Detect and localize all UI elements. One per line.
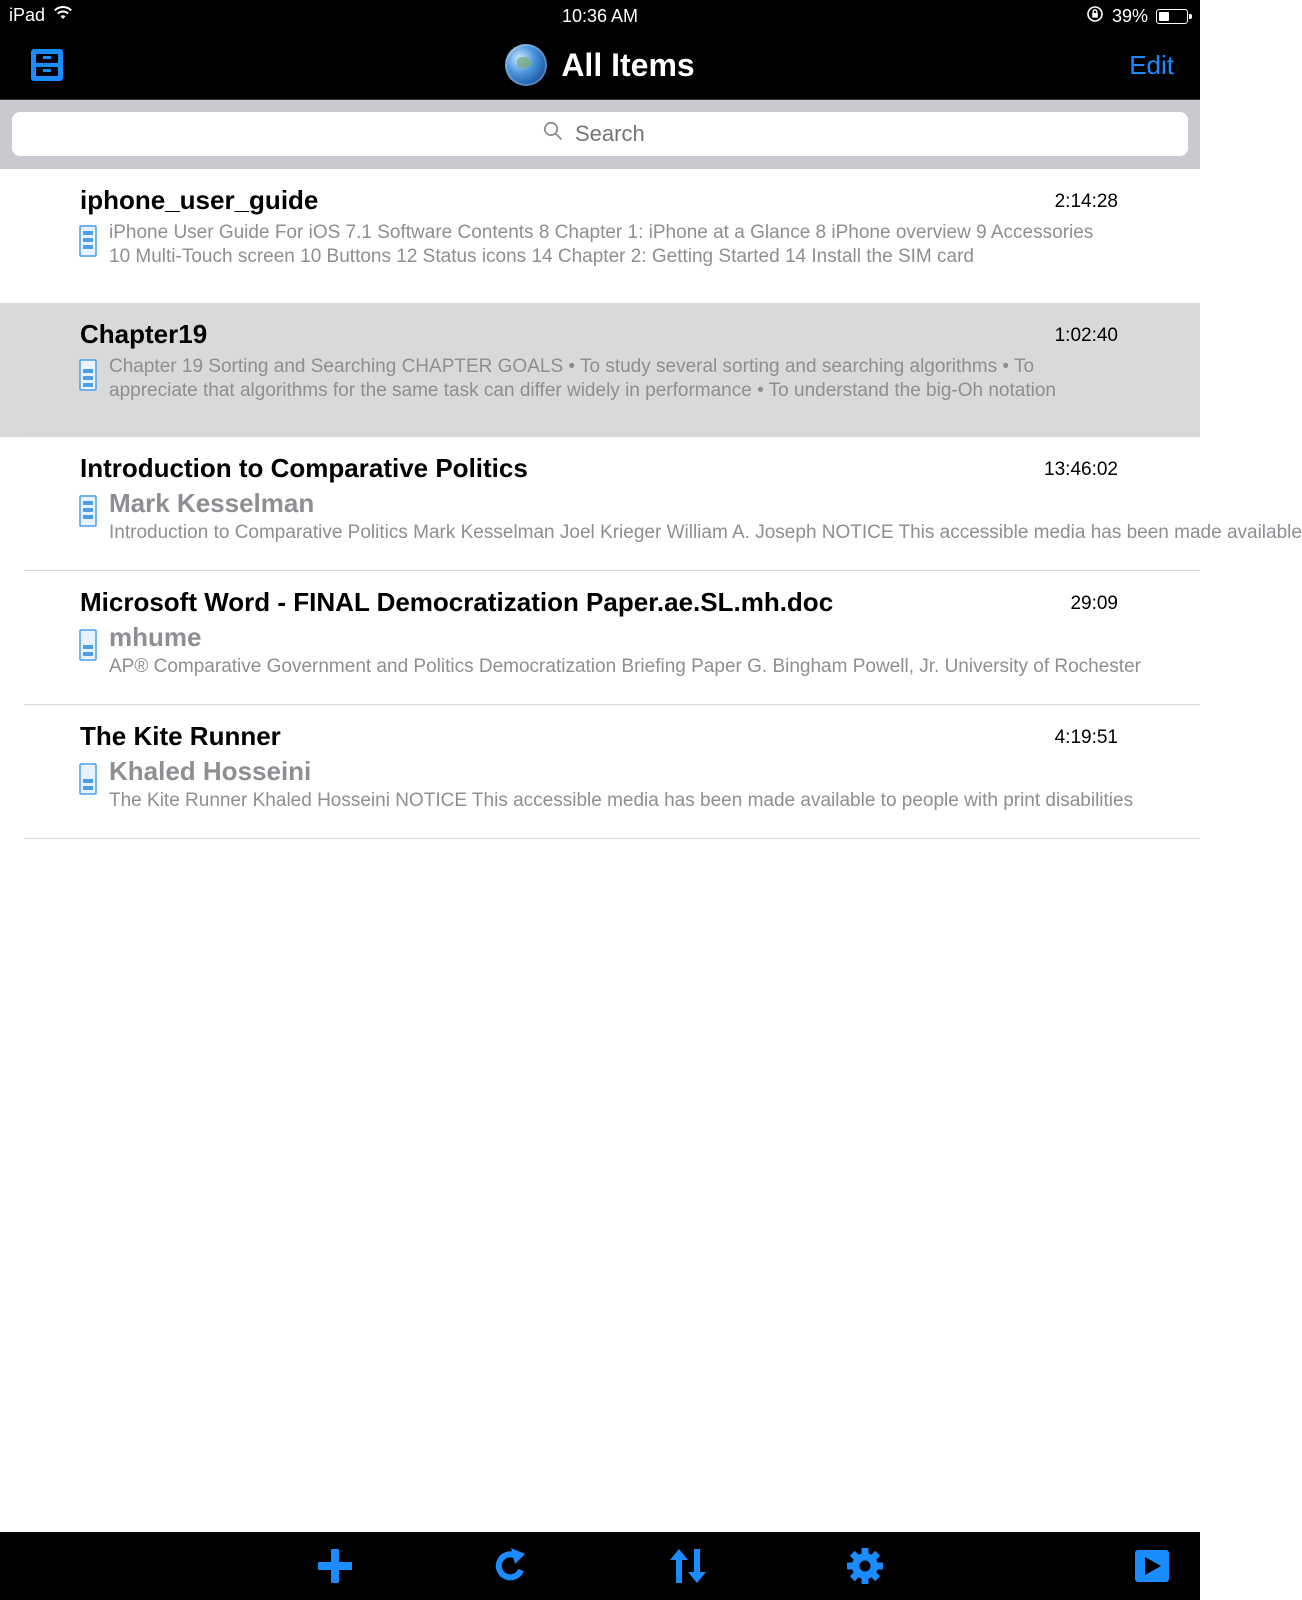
item-author: Khaled Hosseini	[109, 756, 312, 786]
item-duration: 13:46:02	[1044, 459, 1118, 480]
search-input[interactable]	[573, 120, 657, 148]
page-title: All Items	[561, 46, 695, 83]
battery-level	[1159, 12, 1169, 21]
battery-percent: 39%	[1111, 6, 1148, 26]
document-icon	[79, 225, 97, 257]
document-icon	[79, 763, 97, 795]
row-divider	[24, 838, 1200, 839]
refresh-button[interactable]	[491, 1546, 531, 1586]
bottom-toolbar	[0, 1532, 1200, 1600]
item-duration: 4:19:51	[1054, 727, 1118, 748]
globe-icon	[505, 44, 547, 86]
document-icon	[79, 629, 97, 661]
status-time: 10:36 AM	[561, 6, 639, 26]
search-field[interactable]	[12, 112, 1188, 156]
list-item[interactable]	[0, 303, 1200, 437]
item-excerpt: AP® Comparative Government and Politics Democratization Briefing Paper G. Bingham Powell, Jr. University of Rochester	[109, 656, 1141, 677]
search-icon	[543, 121, 563, 147]
item-duration: 29:09	[1070, 593, 1118, 614]
device-name: iPad	[9, 5, 46, 25]
navigation-bar	[0, 34, 1200, 100]
list-item[interactable]	[0, 705, 1200, 839]
item-excerpt: iPhone User Guide For iOS 7.1 Software Contents 8 Chapter 1: iPhone at a Glance 8 iPhone overview 9 Accessories 10 Multi-Touch screen 10 Buttons 12 Status icons 14 Chapter 2: Getting Started 14 Install the SIM card	[109, 222, 1094, 267]
item-duration: 1:02:40	[1054, 325, 1118, 346]
item-title: Microsoft Word - FINAL Democratization Paper.ae.SL.mh.doc	[80, 587, 834, 617]
document-list	[0, 169, 1302, 839]
item-excerpt: Chapter 19 Sorting and Searching CHAPTER GOALS • To study several sorting and searching algorithms • To appreciate that algorithms for the same task can differ widely in performance • To understand the big-Oh notation	[109, 356, 1056, 401]
document-icon	[79, 359, 97, 391]
item-author: Mark Kesselman	[109, 488, 315, 518]
add-button[interactable]	[315, 1546, 355, 1586]
item-title: iphone_user_guide	[80, 185, 319, 215]
status-bar	[0, 0, 1200, 34]
item-title: The Kite Runner	[80, 721, 281, 751]
play-icon	[1133, 1546, 1173, 1586]
list-item[interactable]	[0, 571, 1200, 705]
rotation-lock-icon	[1086, 5, 1104, 28]
gear-icon	[845, 1546, 885, 1586]
edit-button[interactable]: Edit	[1129, 50, 1174, 80]
sort-arrows-icon	[668, 1546, 708, 1586]
item-excerpt: Introduction to Comparative Politics Mark Kesselman Joel Krieger William A. Joseph NOTICE This accessible media has been made available	[109, 522, 1302, 543]
item-duration: 2:14:28	[1054, 191, 1118, 212]
list-item[interactable]	[0, 437, 1302, 571]
battery-icon	[1156, 9, 1188, 24]
item-title: Chapter19	[80, 319, 208, 349]
document-icon	[79, 495, 97, 527]
settings-button[interactable]	[845, 1546, 885, 1586]
item-author: mhume	[109, 622, 202, 652]
sort-button[interactable]	[668, 1546, 708, 1586]
refresh-icon	[491, 1546, 531, 1586]
search-bar	[0, 100, 1200, 169]
item-title: Introduction to Comparative Politics	[80, 453, 528, 483]
plus-icon	[315, 1546, 355, 1586]
item-excerpt: The Kite Runner Khaled Hosseini NOTICE This accessible media has been made available to people with print disabilities	[109, 790, 1134, 811]
play-button[interactable]	[1133, 1546, 1173, 1586]
list-item[interactable]	[0, 169, 1200, 303]
